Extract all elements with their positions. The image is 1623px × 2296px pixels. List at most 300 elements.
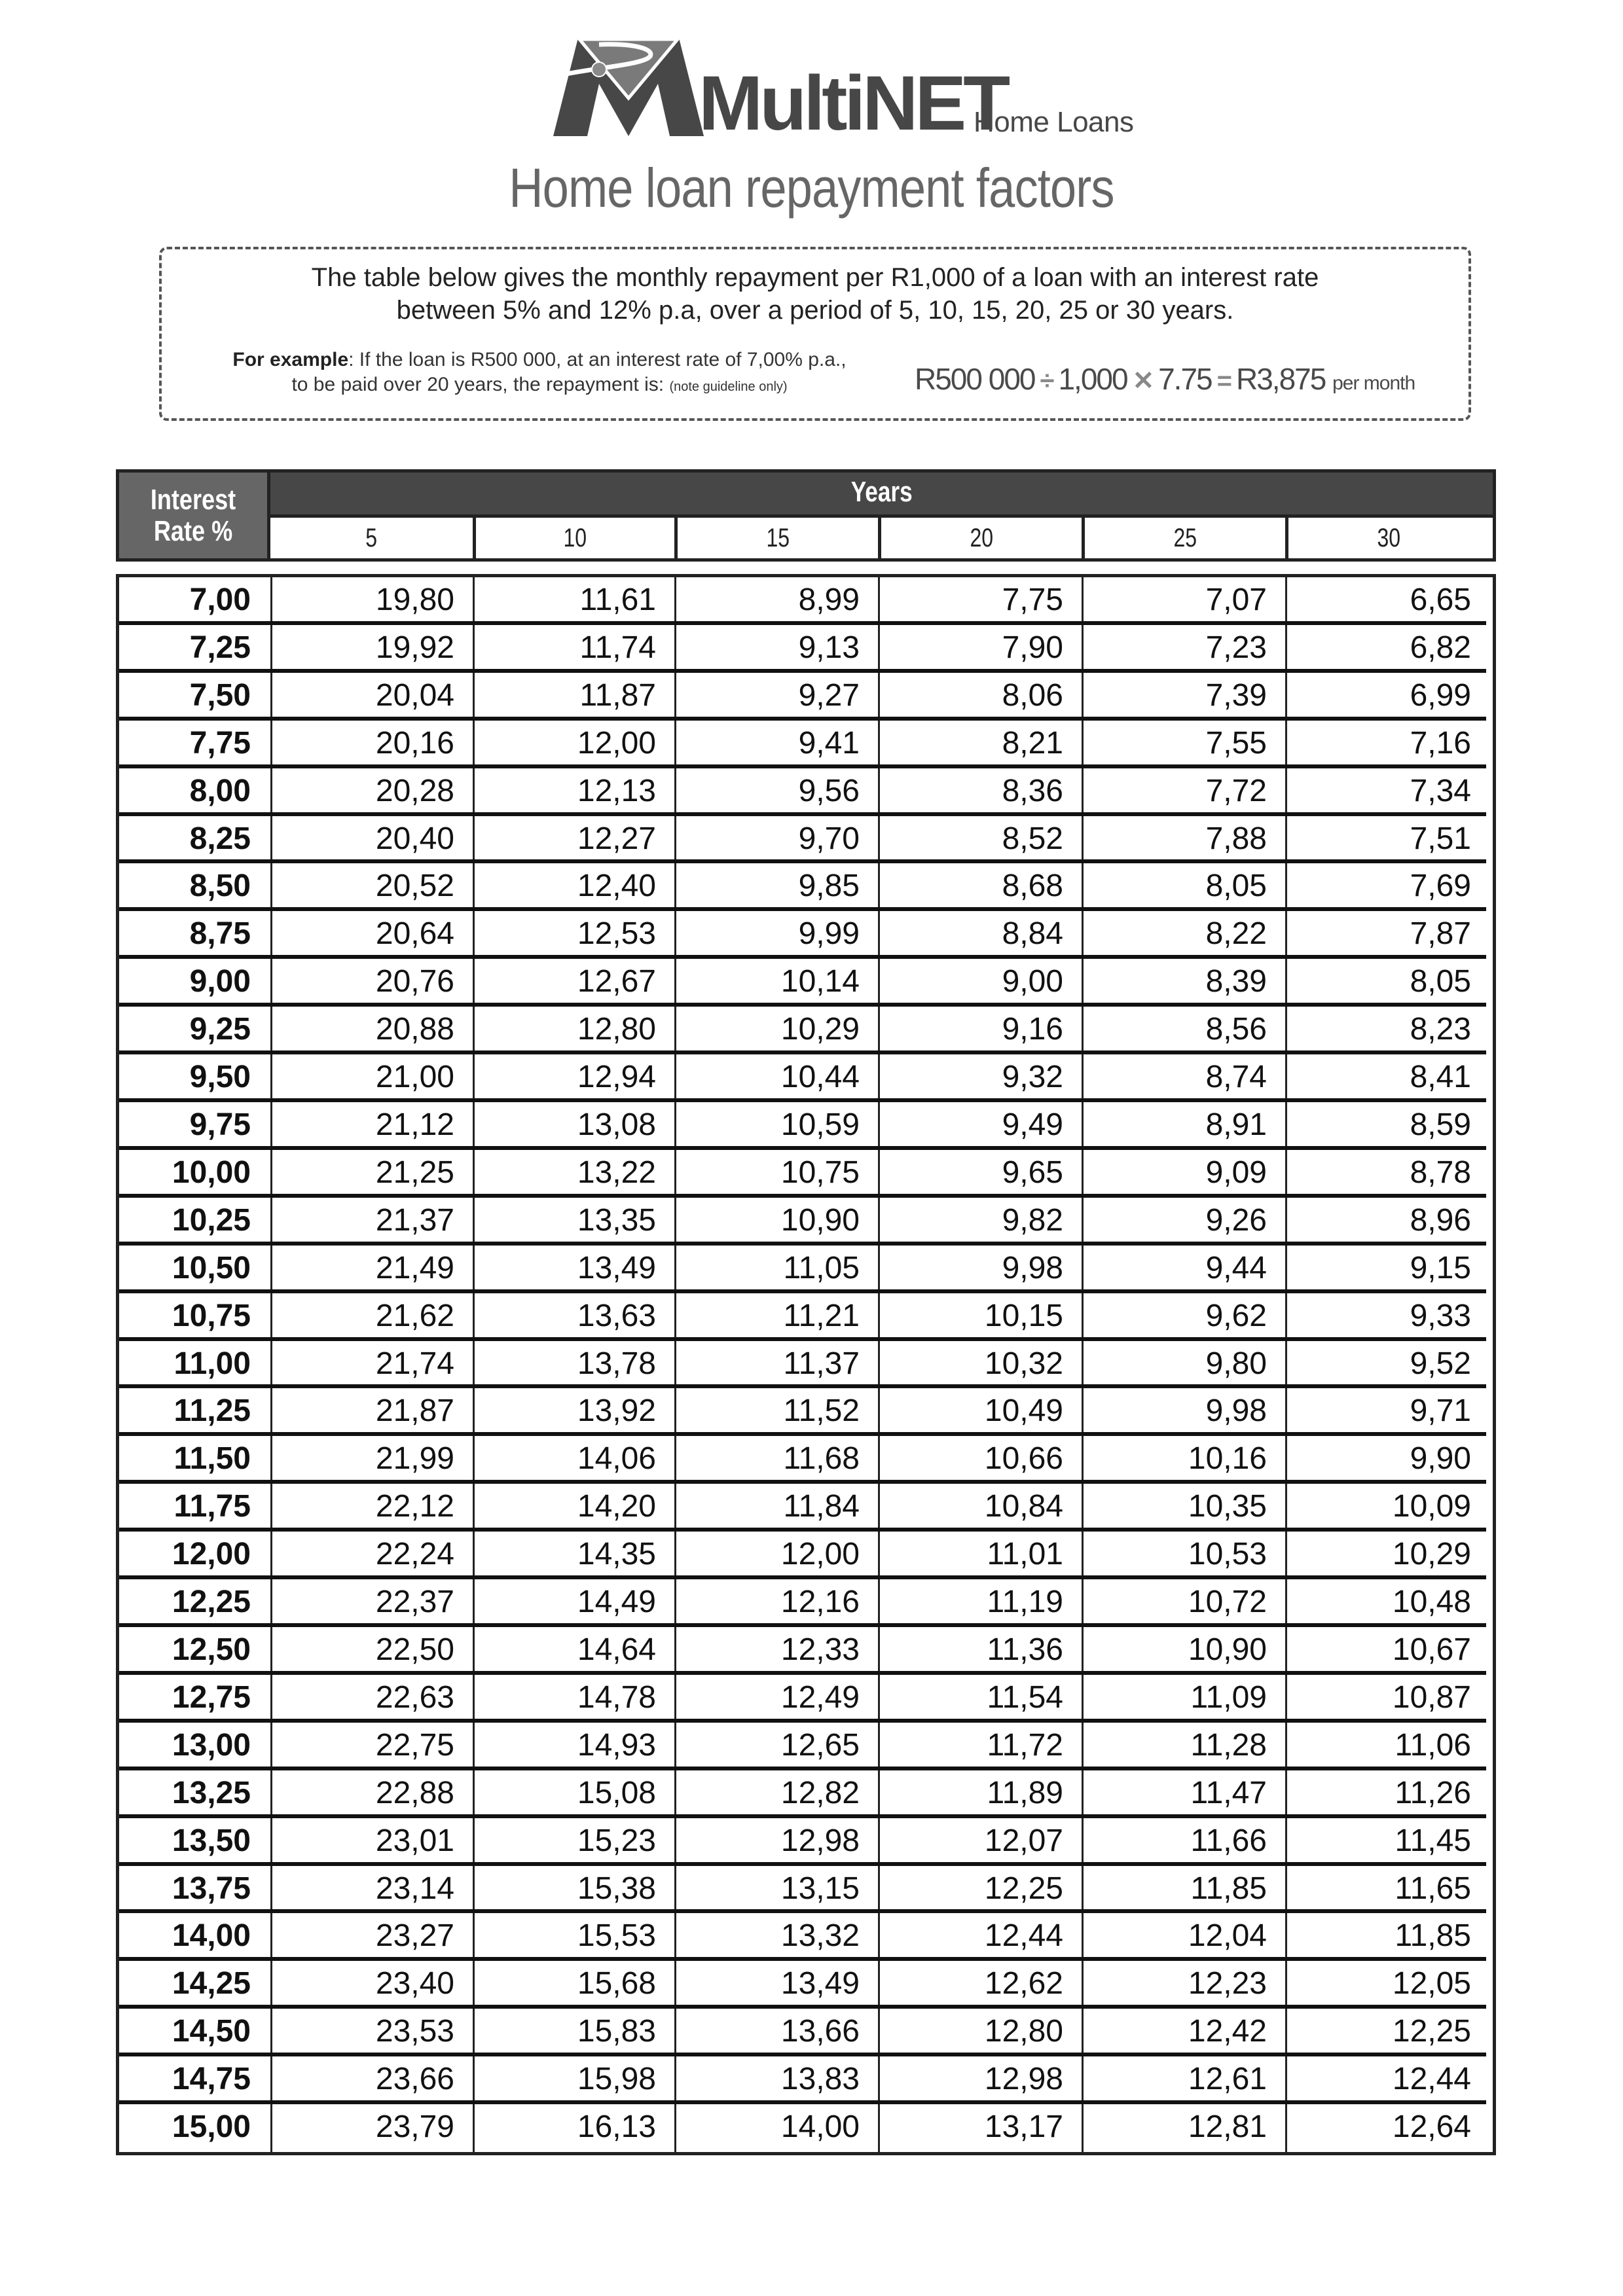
factor-cell-25yr: 10,53 <box>1188 1537 1267 1572</box>
factor-cell-20yr: 8,84 <box>1002 916 1063 952</box>
factor-cell-5yr: 21,37 <box>375 1202 454 1238</box>
factor-cell-25yr: 10,16 <box>1188 1441 1267 1477</box>
year-column-label: 5 <box>365 524 378 552</box>
interest-rate-header-label <box>119 484 267 547</box>
table-row <box>119 1866 1493 1914</box>
interest-rate-cell: 13,25 <box>172 1775 251 1810</box>
table-row <box>119 1818 1493 1866</box>
factor-cell-25yr: 11,09 <box>1190 1679 1267 1715</box>
interest-rate-cell: 9,75 <box>189 1107 251 1142</box>
table-row <box>119 577 1493 625</box>
factor-cell-15yr: 9,41 <box>798 725 860 761</box>
example-text <box>176 348 903 399</box>
multinet-logo <box>553 38 1134 147</box>
example-label: For example <box>232 349 349 370</box>
factor-cell-15yr: 10,59 <box>780 1107 860 1142</box>
example-note: (note guideline only) <box>669 380 788 394</box>
factor-cell-20yr: 12,80 <box>984 2014 1063 2049</box>
factor-cell-20yr: 8,36 <box>1002 773 1063 808</box>
table-row <box>119 768 1493 816</box>
year-column-header-25 <box>1082 518 1285 558</box>
factor-cell-10yr: 14,06 <box>577 1441 656 1477</box>
factor-cell-10yr: 15,23 <box>577 1823 656 1858</box>
factor-cell-5yr: 22,12 <box>375 1489 454 1524</box>
factor-cell-30yr: 12,25 <box>1392 2014 1471 2049</box>
factor-cell-25yr: 11,47 <box>1190 1775 1267 1810</box>
factor-cell-10yr: 15,98 <box>577 2062 656 2097</box>
table-row <box>119 1054 1493 1102</box>
factor-cell-30yr: 10,09 <box>1392 1489 1471 1524</box>
factor-cell-25yr: 9,26 <box>1205 1202 1267 1238</box>
factor-cell-20yr: 10,49 <box>984 1393 1063 1429</box>
factor-cell-15yr: 13,49 <box>780 1966 860 2001</box>
table-row <box>119 1723 1493 1770</box>
factor-cell-20yr: 9,65 <box>1002 1155 1063 1190</box>
table-row <box>119 2104 1493 2152</box>
table-row <box>119 1913 1493 1961</box>
factor-cell-5yr: 22,88 <box>375 1775 454 1810</box>
factor-cell-25yr: 12,81 <box>1188 2109 1267 2145</box>
factor-cell-20yr: 11,01 <box>987 1537 1063 1572</box>
year-column-label: 15 <box>766 524 790 552</box>
factor-cell-5yr: 21,62 <box>375 1298 454 1333</box>
interest-rate-cell: 8,00 <box>189 773 251 808</box>
factor-cell-10yr: 14,49 <box>577 1585 656 1620</box>
interest-rate-cell: 9,25 <box>189 1012 251 1047</box>
factor-cell-15yr: 9,13 <box>798 630 860 665</box>
factor-cell-25yr: 11,66 <box>1190 1823 1267 1858</box>
interest-rate-cell: 11,50 <box>173 1441 251 1477</box>
factor-cell-25yr: 8,39 <box>1205 964 1267 999</box>
factor-cell-10yr: 12,27 <box>577 821 656 856</box>
factor-cell-30yr: 8,41 <box>1410 1060 1471 1095</box>
table-row <box>119 1102 1493 1150</box>
factor-cell-30yr: 6,99 <box>1410 677 1471 713</box>
factor-cell-15yr: 11,05 <box>783 1250 860 1285</box>
logo-subtitle: Home Loans <box>974 106 1134 138</box>
formula-factor: 7.75 <box>1158 362 1212 396</box>
factor-cell-20yr: 12,62 <box>984 1966 1063 2001</box>
factor-cell-5yr: 20,52 <box>375 869 454 904</box>
table-row <box>119 1627 1493 1675</box>
interest-rate-cell: 9,50 <box>189 1060 251 1095</box>
factor-cell-10yr: 11,61 <box>579 583 656 617</box>
interest-rate-cell: 7,75 <box>189 725 251 761</box>
factor-cell-5yr: 20,64 <box>375 916 454 952</box>
interest-rate-cell: 7,50 <box>189 677 251 713</box>
factor-cell-5yr: 19,92 <box>375 630 454 665</box>
factor-cell-5yr: 22,24 <box>375 1537 454 1572</box>
year-column-label: 20 <box>970 524 993 552</box>
factor-cell-25yr: 9,09 <box>1205 1155 1267 1190</box>
interest-rate-cell: 11,75 <box>173 1489 251 1524</box>
factor-cell-10yr: 13,92 <box>577 1393 656 1429</box>
factor-cell-5yr: 22,63 <box>375 1679 454 1715</box>
factor-cell-20yr: 11,72 <box>987 1727 1063 1763</box>
factor-cell-30yr: 10,29 <box>1392 1537 1471 1572</box>
table-row <box>119 1961 1493 2009</box>
factor-cell-20yr: 9,49 <box>1002 1107 1063 1142</box>
factor-cell-10yr: 14,93 <box>577 1727 656 1763</box>
factor-cell-20yr: 8,68 <box>1002 869 1063 904</box>
factor-cell-30yr: 10,48 <box>1392 1585 1471 1620</box>
table-row <box>119 1484 1493 1532</box>
factor-cell-5yr: 20,40 <box>375 821 454 856</box>
table-header <box>116 469 1496 562</box>
interest-rate-cell: 11,00 <box>173 1346 251 1381</box>
year-column-header-20 <box>878 518 1082 558</box>
factor-cell-20yr: 9,32 <box>1002 1060 1063 1095</box>
factor-cell-5yr: 22,75 <box>375 1727 454 1763</box>
factor-cell-25yr: 12,61 <box>1188 2062 1267 2097</box>
factor-cell-5yr: 19,80 <box>375 583 454 617</box>
interest-rate-cell: 15,00 <box>172 2109 251 2145</box>
formula-loan: R500 000 <box>915 362 1035 396</box>
formula-unit: per month <box>1332 372 1415 394</box>
interest-rate-cell: 8,75 <box>189 916 251 952</box>
factor-cell-25yr: 10,90 <box>1188 1632 1267 1667</box>
factor-cell-15yr: 9,99 <box>798 916 860 952</box>
years-header-label: Years <box>850 476 913 508</box>
factor-cell-15yr: 10,14 <box>780 964 860 999</box>
intro-line-1: The table below gives the monthly repayment per R1,000 of a loan with an interest rate <box>311 263 1319 292</box>
table-row <box>119 1532 1493 1579</box>
table-row <box>119 2009 1493 2056</box>
example-line-2: to be paid over 20 years, the repayment is: <box>291 374 665 395</box>
factor-cell-10yr: 13,35 <box>577 1202 656 1238</box>
year-column-label: 25 <box>1173 524 1197 552</box>
factor-cell-20yr: 10,84 <box>984 1489 1063 1524</box>
factor-cell-5yr: 20,88 <box>375 1012 454 1047</box>
year-column-label: 10 <box>563 524 587 552</box>
factor-cell-10yr: 13,49 <box>577 1250 656 1285</box>
factor-cell-25yr: 8,74 <box>1205 1060 1267 1095</box>
factor-cell-10yr: 16,13 <box>577 2109 656 2145</box>
factor-cell-5yr: 20,28 <box>375 773 454 808</box>
factor-cell-30yr: 10,87 <box>1392 1679 1471 1715</box>
factor-cell-15yr: 12,33 <box>780 1632 860 1667</box>
factor-cell-5yr: 23,66 <box>375 2062 454 2097</box>
factor-cell-30yr: 11,65 <box>1395 1871 1471 1906</box>
table-row <box>119 911 1493 959</box>
factor-cell-30yr: 7,87 <box>1410 916 1471 952</box>
year-column-header-30 <box>1285 518 1489 558</box>
factor-cell-20yr: 9,98 <box>1002 1250 1063 1285</box>
factor-cell-20yr: 10,32 <box>984 1346 1063 1381</box>
factor-cell-5yr: 23,79 <box>375 2109 454 2145</box>
factor-cell-30yr: 11,85 <box>1395 1918 1471 1954</box>
factor-cell-10yr: 12,67 <box>577 964 656 999</box>
factor-cell-25yr: 11,85 <box>1190 1871 1267 1906</box>
example-formula <box>915 359 1458 403</box>
factor-cell-5yr: 23,40 <box>375 1966 454 2001</box>
factor-cell-20yr: 8,06 <box>1002 677 1063 713</box>
factor-cell-30yr: 8,78 <box>1410 1155 1471 1190</box>
factor-cell-20yr: 10,66 <box>984 1441 1063 1477</box>
factor-cell-15yr: 11,37 <box>783 1346 860 1381</box>
factor-cell-25yr: 9,98 <box>1205 1393 1267 1429</box>
table-row <box>119 1579 1493 1627</box>
factor-cell-30yr: 8,59 <box>1410 1107 1471 1142</box>
repayment-factor-table <box>116 574 1496 2155</box>
interest-rate-header-line-2: Rate % <box>153 515 233 547</box>
factor-cell-10yr: 12,40 <box>577 869 656 904</box>
factor-cell-30yr: 9,71 <box>1410 1393 1471 1429</box>
factor-cell-5yr: 23,53 <box>375 2014 454 2049</box>
interest-rate-cell: 12,75 <box>172 1679 251 1715</box>
factor-cell-5yr: 23,01 <box>375 1823 454 1858</box>
table-row <box>119 1246 1493 1293</box>
factor-cell-10yr: 15,08 <box>577 1775 656 1810</box>
factor-cell-15yr: 12,16 <box>780 1585 860 1620</box>
factor-cell-30yr: 6,82 <box>1410 630 1471 665</box>
table-row <box>119 1341 1493 1389</box>
factor-cell-15yr: 9,56 <box>798 773 860 808</box>
factor-cell-25yr: 7,07 <box>1205 583 1267 617</box>
factor-cell-5yr: 21,87 <box>375 1393 454 1429</box>
multiply-icon: ✕ <box>1132 367 1154 395</box>
factor-cell-30yr: 9,33 <box>1410 1298 1471 1333</box>
table-row <box>119 1436 1493 1484</box>
factor-cell-30yr: 11,26 <box>1395 1775 1471 1810</box>
factor-cell-25yr: 9,80 <box>1205 1346 1267 1381</box>
factor-cell-25yr: 12,04 <box>1188 1918 1267 1954</box>
factor-cell-20yr: 9,82 <box>1002 1202 1063 1238</box>
factor-cell-25yr: 8,05 <box>1205 869 1267 904</box>
factor-cell-30yr: 8,96 <box>1410 1202 1471 1238</box>
factor-cell-5yr: 20,76 <box>375 964 454 999</box>
factor-cell-10yr: 11,87 <box>579 677 656 713</box>
factor-cell-5yr: 21,49 <box>375 1250 454 1285</box>
factor-cell-20yr: 8,52 <box>1002 821 1063 856</box>
page-title: Home loan repayment factors <box>509 157 1114 219</box>
factor-cell-5yr: 20,04 <box>375 677 454 713</box>
factor-cell-20yr: 7,90 <box>1002 630 1063 665</box>
factor-cell-15yr: 12,00 <box>780 1537 860 1572</box>
factor-cell-10yr: 15,68 <box>577 1966 656 2001</box>
interest-rate-cell: 8,25 <box>189 821 251 856</box>
factor-cell-30yr: 9,15 <box>1410 1250 1471 1285</box>
interest-rate-cell: 12,00 <box>172 1537 251 1572</box>
factor-cell-10yr: 12,13 <box>577 773 656 808</box>
factor-cell-15yr: 10,29 <box>780 1012 860 1047</box>
factor-cell-15yr: 12,82 <box>780 1775 860 1810</box>
factor-cell-15yr: 10,44 <box>780 1060 860 1095</box>
table-row <box>119 2056 1493 2104</box>
year-column-header-5 <box>270 518 473 558</box>
interest-rate-cell: 13,50 <box>172 1823 251 1858</box>
year-column-header-10 <box>473 518 674 558</box>
factor-cell-10yr: 12,80 <box>577 1012 656 1047</box>
interest-rate-cell: 9,00 <box>189 964 251 999</box>
factor-cell-20yr: 13,17 <box>984 2109 1063 2145</box>
factor-cell-10yr: 12,00 <box>577 725 656 761</box>
factor-cell-15yr: 9,70 <box>798 821 860 856</box>
interest-rate-cell: 12,50 <box>172 1632 251 1667</box>
factor-cell-20yr: 12,44 <box>984 1918 1063 1954</box>
factor-cell-15yr: 8,99 <box>798 583 860 617</box>
table-row <box>119 1675 1493 1723</box>
factor-cell-25yr: 9,62 <box>1205 1298 1267 1333</box>
factor-cell-25yr: 8,22 <box>1205 916 1267 952</box>
interest-rate-cell: 13,00 <box>172 1727 251 1763</box>
factor-cell-25yr: 10,72 <box>1188 1585 1267 1620</box>
year-column-label: 30 <box>1377 524 1401 552</box>
factor-cell-10yr: 15,83 <box>577 2014 656 2049</box>
years-header <box>270 473 1493 518</box>
factor-cell-10yr: 13,22 <box>577 1155 656 1190</box>
factor-cell-15yr: 11,52 <box>783 1393 860 1429</box>
equals-icon: = <box>1216 367 1231 395</box>
interest-rate-cell: 12,25 <box>172 1585 251 1620</box>
factor-cell-20yr: 8,21 <box>1002 725 1063 761</box>
factor-cell-25yr: 8,56 <box>1205 1012 1267 1047</box>
factor-cell-10yr: 15,53 <box>577 1918 656 1954</box>
interest-rate-cell: 14,75 <box>172 2062 251 2097</box>
factor-cell-10yr: 12,53 <box>577 916 656 952</box>
table-row <box>119 816 1493 864</box>
interest-rate-cell: 10,50 <box>172 1250 251 1285</box>
interest-rate-cell: 10,00 <box>172 1155 251 1190</box>
table-row <box>119 1770 1493 1818</box>
factor-cell-10yr: 14,20 <box>577 1489 656 1524</box>
table-row <box>119 673 1493 721</box>
interest-rate-cell: 8,50 <box>189 869 251 904</box>
factor-cell-25yr: 7,23 <box>1205 630 1267 665</box>
factor-cell-15yr: 12,98 <box>780 1823 860 1858</box>
factor-cell-20yr: 11,36 <box>987 1632 1063 1667</box>
factor-cell-5yr: 20,16 <box>375 725 454 761</box>
factor-cell-30yr: 8,05 <box>1410 964 1471 999</box>
factor-cell-10yr: 13,63 <box>577 1298 656 1333</box>
intro-line-2: between 5% and 12% p.a, over a period of 5, 10, 15, 20, 25 or 30 years. <box>396 296 1234 325</box>
factor-cell-15yr: 13,66 <box>780 2014 860 2049</box>
factor-cell-10yr: 14,35 <box>577 1537 656 1572</box>
factor-cell-30yr: 11,45 <box>1395 1823 1471 1858</box>
factor-cell-5yr: 21,74 <box>375 1346 454 1381</box>
factor-cell-25yr: 7,88 <box>1205 821 1267 856</box>
example-line-1: : If the loan is R500 000, at an interest rate of 7,00% p.a., <box>348 349 847 370</box>
factor-cell-10yr: 14,64 <box>577 1632 656 1667</box>
factor-cell-30yr: 11,06 <box>1395 1727 1471 1763</box>
factor-cell-30yr: 8,23 <box>1410 1012 1471 1047</box>
factor-cell-10yr: 15,38 <box>577 1871 656 1906</box>
factor-cell-25yr: 11,28 <box>1190 1727 1267 1763</box>
factor-cell-30yr: 6,65 <box>1410 583 1471 617</box>
factor-cell-15yr: 11,68 <box>783 1441 860 1477</box>
factor-cell-10yr: 11,74 <box>579 630 656 665</box>
interest-rate-cell: 14,00 <box>172 1918 251 1954</box>
interest-rate-header <box>119 473 270 558</box>
factor-cell-30yr: 10,67 <box>1392 1632 1471 1667</box>
factor-cell-5yr: 23,27 <box>375 1918 454 1954</box>
factor-cell-15yr: 13,15 <box>780 1871 860 1906</box>
factor-cell-25yr: 8,91 <box>1205 1107 1267 1142</box>
factor-cell-15yr: 11,21 <box>783 1298 860 1333</box>
factor-cell-20yr: 11,89 <box>987 1775 1063 1810</box>
table-row <box>119 959 1493 1007</box>
factor-cell-15yr: 13,32 <box>780 1918 860 1954</box>
logo-m-triangle-icon <box>553 38 704 136</box>
factor-cell-5yr: 21,00 <box>375 1060 454 1095</box>
factor-cell-15yr: 10,75 <box>780 1155 860 1190</box>
factor-cell-15yr: 9,85 <box>798 869 860 904</box>
factor-cell-15yr: 10,90 <box>780 1202 860 1238</box>
factor-cell-15yr: 14,00 <box>780 2109 860 2145</box>
table-row <box>119 863 1493 911</box>
factor-cell-15yr: 12,49 <box>780 1679 860 1715</box>
factor-cell-25yr: 12,42 <box>1188 2014 1267 2049</box>
table-row <box>119 625 1493 673</box>
table-row <box>119 1388 1493 1436</box>
interest-rate-cell: 13,75 <box>172 1871 251 1906</box>
intro-text <box>162 261 1468 327</box>
factor-cell-30yr: 9,52 <box>1410 1346 1471 1381</box>
factor-cell-25yr: 12,23 <box>1188 1966 1267 2001</box>
factor-cell-25yr: 9,44 <box>1205 1250 1267 1285</box>
interest-rate-cell: 7,25 <box>189 630 251 665</box>
divide-icon: ÷ <box>1040 367 1053 395</box>
factor-cell-30yr: 12,64 <box>1392 2109 1471 2145</box>
table-row <box>119 1198 1493 1246</box>
factor-cell-20yr: 9,00 <box>1002 964 1063 999</box>
factor-cell-25yr: 7,72 <box>1205 773 1267 808</box>
factor-cell-15yr: 12,65 <box>780 1727 860 1763</box>
factor-cell-30yr: 7,16 <box>1410 725 1471 761</box>
formula-result: R3,875 <box>1235 362 1326 396</box>
factor-cell-25yr: 7,55 <box>1205 725 1267 761</box>
factor-cell-5yr: 21,25 <box>375 1155 454 1190</box>
factor-cell-30yr: 7,51 <box>1410 821 1471 856</box>
factor-cell-15yr: 9,27 <box>798 677 860 713</box>
interest-rate-cell: 7,00 <box>189 583 251 617</box>
year-column-header-15 <box>674 518 878 558</box>
table-row <box>119 1150 1493 1198</box>
factor-cell-20yr: 12,98 <box>984 2062 1063 2097</box>
interest-rate-cell: 14,25 <box>172 1966 251 2001</box>
factor-cell-15yr: 11,84 <box>783 1489 860 1524</box>
factor-cell-20yr: 12,25 <box>984 1871 1063 1906</box>
factor-cell-10yr: 12,94 <box>577 1060 656 1095</box>
factor-cell-30yr: 9,90 <box>1410 1441 1471 1477</box>
factor-cell-5yr: 21,99 <box>375 1441 454 1477</box>
info-box <box>159 247 1471 421</box>
factor-cell-5yr: 22,50 <box>375 1632 454 1667</box>
factor-cell-30yr: 12,05 <box>1392 1966 1471 2001</box>
interest-rate-cell: 10,25 <box>172 1202 251 1238</box>
table-row <box>119 721 1493 768</box>
interest-rate-header-line-1: Interest <box>150 484 236 516</box>
interest-rate-cell: 14,50 <box>172 2014 251 2049</box>
factor-cell-30yr: 7,69 <box>1410 869 1471 904</box>
factor-cell-30yr: 12,44 <box>1392 2062 1471 2097</box>
interest-rate-cell: 10,75 <box>172 1298 251 1333</box>
table-row <box>119 1007 1493 1054</box>
factor-cell-10yr: 13,78 <box>577 1346 656 1381</box>
factor-cell-20yr: 9,16 <box>1002 1012 1063 1047</box>
factor-cell-5yr: 21,12 <box>375 1107 454 1142</box>
factor-cell-20yr: 10,15 <box>984 1298 1063 1333</box>
factor-cell-10yr: 13,08 <box>577 1107 656 1142</box>
formula-divisor: 1,000 <box>1058 362 1127 396</box>
factor-cell-15yr: 13,83 <box>780 2062 860 2097</box>
factor-cell-10yr: 14,78 <box>577 1679 656 1715</box>
logo-wordmark: MultiNET <box>699 60 1008 147</box>
table-row <box>119 1293 1493 1341</box>
factor-cell-25yr: 7,39 <box>1205 677 1267 713</box>
factor-cell-20yr: 7,75 <box>1002 583 1063 617</box>
factor-cell-5yr: 23,14 <box>375 1871 454 1906</box>
